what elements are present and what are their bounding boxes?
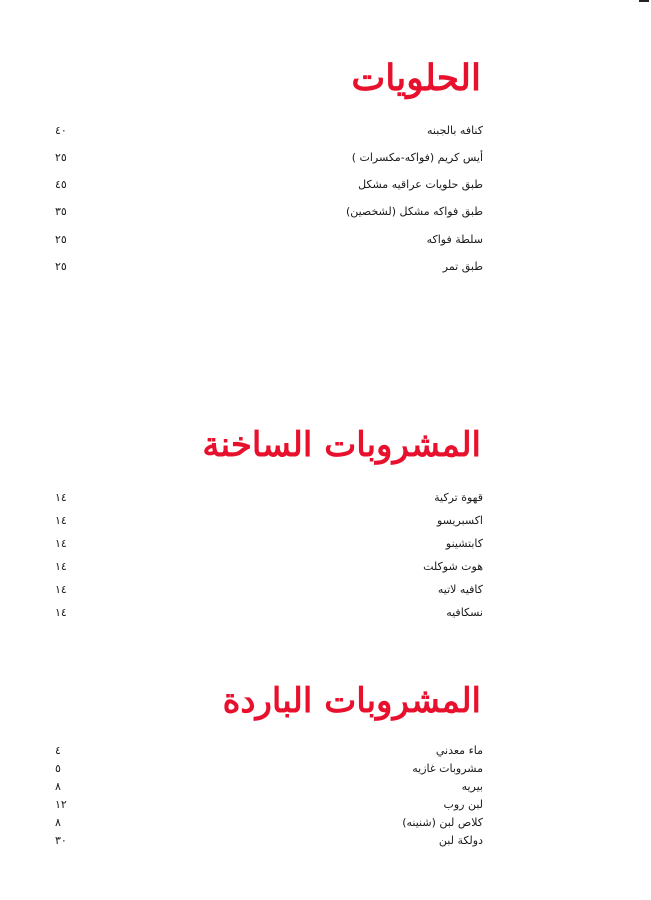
item-name: أيس كريم (فواكه-مكسرات ) xyxy=(351,151,483,164)
menu-item xyxy=(55,832,483,850)
item-name: سلطة فواكه xyxy=(426,233,483,246)
item-price: ١٤ xyxy=(55,583,67,596)
item-price: ٢٥ xyxy=(55,233,67,246)
item-name: بيريه xyxy=(461,780,483,793)
section-title-hot-drinks: المشروبات الساخنة xyxy=(202,425,481,465)
item-name: اكسبريسو xyxy=(436,514,483,527)
item-name: كافيه لاتيه xyxy=(437,583,483,596)
item-price: ٤ xyxy=(55,744,61,757)
item-price: ٣٠ xyxy=(55,834,67,847)
menu-item xyxy=(55,581,483,599)
item-name: كابتشينو xyxy=(445,537,483,550)
menu-item xyxy=(55,604,483,622)
item-price: ٢٥ xyxy=(55,151,67,164)
menu-item xyxy=(55,176,483,194)
item-name: هوت شوكلت xyxy=(423,560,483,573)
menu-item xyxy=(55,122,483,140)
menu-item xyxy=(55,231,483,249)
item-name: قهوة تركية xyxy=(434,491,483,504)
item-name: نسكافيه xyxy=(446,606,483,619)
menu-item xyxy=(55,814,483,832)
menu-item xyxy=(55,796,483,814)
item-name: طبق حلويات عراقيه مشكل xyxy=(358,178,483,191)
item-price: ٤٠ xyxy=(55,124,67,137)
menu-item xyxy=(55,203,483,221)
item-price: ٣٥ xyxy=(55,205,67,218)
section-title-desserts: الحلويات xyxy=(351,57,481,99)
menu-item xyxy=(55,742,483,760)
item-price: ١٤ xyxy=(55,537,67,550)
item-price: ١٤ xyxy=(55,491,67,504)
item-price: ١٤ xyxy=(55,514,67,527)
section-title-cold-drinks: المشروبات الباردة xyxy=(222,681,481,721)
item-price: ٨ xyxy=(55,780,61,793)
item-name: ماء معدني xyxy=(435,744,483,757)
item-name: لبن روب xyxy=(443,798,483,811)
item-price: ٢٥ xyxy=(55,260,67,273)
item-name: كلاص لبن (شنينه) xyxy=(402,816,483,829)
menu-item xyxy=(55,512,483,530)
menu-item xyxy=(55,778,483,796)
item-price: ١٤ xyxy=(55,560,67,573)
menu-item xyxy=(55,149,483,167)
item-price: ٥ xyxy=(55,762,61,775)
corner-mark xyxy=(639,0,649,2)
item-name: طبق تمر xyxy=(442,260,483,273)
menu-item xyxy=(55,258,483,276)
item-price: ١٢ xyxy=(55,798,67,811)
item-name: طبق فواكه مشكل (لشخصين) xyxy=(345,205,483,218)
item-price: ٤٥ xyxy=(55,178,67,191)
item-name: مشروبات غازيه xyxy=(412,762,483,775)
menu-item xyxy=(55,489,483,507)
item-name: كنافه بالجبنه xyxy=(427,124,483,137)
item-name: دولكة لبن xyxy=(438,834,483,847)
menu-item xyxy=(55,535,483,553)
menu-item xyxy=(55,558,483,576)
item-price: ٨ xyxy=(55,816,61,829)
item-price: ١٤ xyxy=(55,606,67,619)
menu-item xyxy=(55,760,483,778)
